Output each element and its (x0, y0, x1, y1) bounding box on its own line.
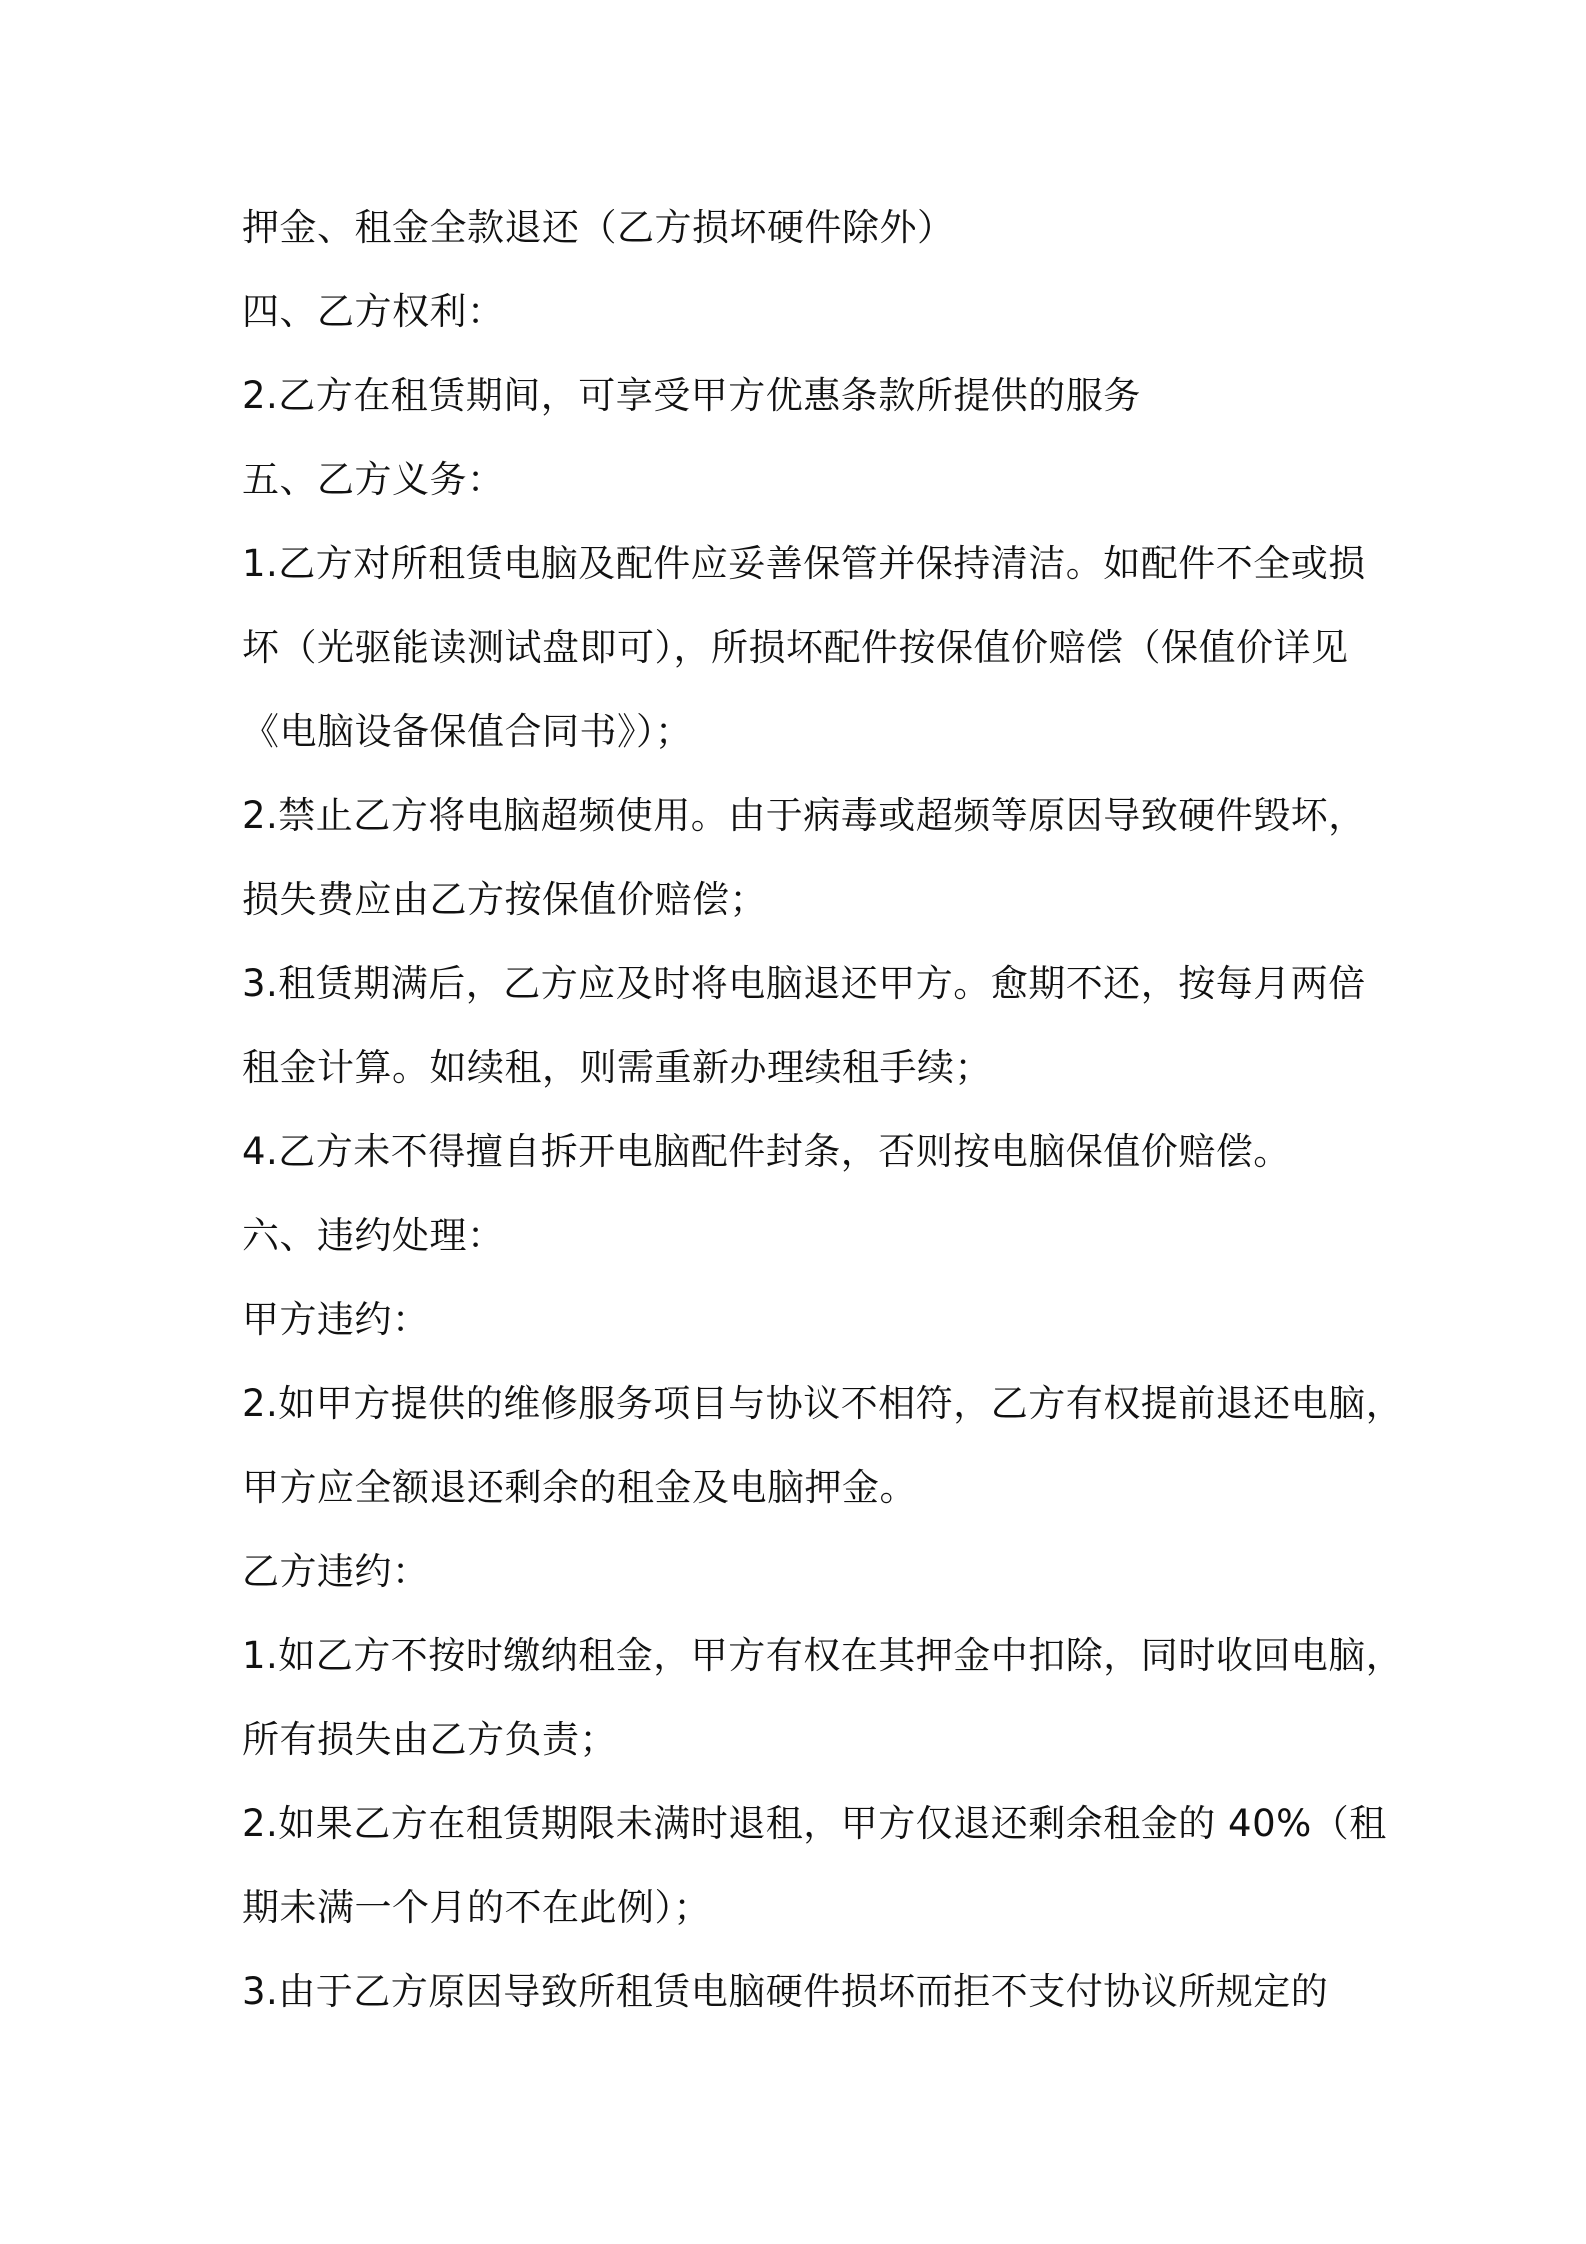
section-heading: 四、乙方权利： (242, 290, 505, 333)
text-line: 3.租赁期满后，乙方应及时将电脑退还甲方。愈期不还，按每月两倍 (242, 962, 1366, 1005)
text-line: 期未满一个月的不在此例）； (242, 1886, 711, 1929)
text-line: 2.禁止乙方将电脑超频使用。由于病毒或超频等原因导致硬件毁坏， (242, 794, 1366, 837)
section-heading: 五、乙方义务： (242, 458, 505, 501)
text-line: 押金、租金全款退还（乙方损坏硬件除外） (242, 206, 955, 249)
text-line: 损失费应由乙方按保值价赔偿； (242, 878, 767, 921)
text-line: 租金计算。如续租，则需重新办理续租手续； (242, 1046, 992, 1089)
text-line: 2.乙方在租赁期间，可享受甲方优惠条款所提供的服务 (242, 374, 1141, 417)
text-line: 4.乙方未不得擅自拆开电脑配件封条，否则按电脑保值价赔偿。 (242, 1130, 1291, 1173)
subsection-heading: 乙方违约： (242, 1550, 430, 1593)
text-line: 甲方应全额退还剩余的租金及电脑押金。 (242, 1466, 917, 1509)
text-line: 2.如果乙方在租赁期限未满时退租，甲方仅退还剩余租金的 40%（租 (242, 1802, 1387, 1845)
text-line: 3.由于乙方原因导致所租赁电脑硬件损坏而拒不支付协议所规定的 (242, 1970, 1329, 2013)
text-line: 2.如甲方提供的维修服务项目与协议不相符，乙方有权提前退还电脑， (242, 1382, 1404, 1425)
text-line: 1.如乙方不按时缴纳租金，甲方有权在其押金中扣除，同时收回电脑， (242, 1634, 1404, 1677)
section-heading: 六、违约处理： (242, 1214, 505, 1257)
subsection-heading: 甲方违约： (242, 1298, 430, 1341)
text-line: 坏（光驱能读测试盘即可），所损坏配件按保值价赔偿（保值价详见 (242, 626, 1349, 669)
text-line: 《电脑设备保值合同书》）； (242, 710, 693, 753)
text-line: 1.乙方对所租赁电脑及配件应妥善保管并保持清洁。如配件不全或损 (242, 542, 1366, 585)
text-line: 所有损失由乙方负责； (242, 1718, 617, 1761)
